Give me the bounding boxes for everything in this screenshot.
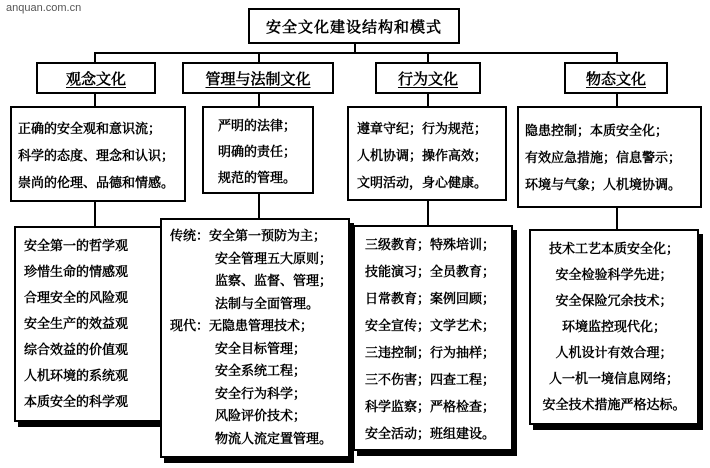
principle-box-4 (517, 106, 702, 208)
connector (258, 194, 260, 218)
detail-line: 三级教育；特殊培训； (365, 238, 496, 253)
principle-line: 科学的态度、理念和认识； (18, 149, 175, 164)
detail-line: 人一机一境信息网络； (548, 372, 679, 387)
detail-line: 传统：安全第一预防为主； (170, 229, 327, 244)
detail-line: 珍惜生命的情感观 (24, 265, 129, 280)
principle-line: 环境与气象；人机境协调。 (525, 178, 682, 193)
detail-line: 物流人流定置管理。 (215, 431, 333, 447)
detail-line: 安全技术措施严格达标。 (542, 398, 686, 413)
detail-line: 人机设计有效合理； (555, 346, 673, 361)
detail-line: 技术工艺本质安全化； (548, 242, 679, 257)
detail-line: 合理安全的风险观 (24, 291, 129, 306)
connector (427, 52, 429, 62)
detail-box-4 (529, 229, 699, 425)
detail-box-1 (14, 226, 164, 422)
connector (616, 52, 618, 62)
principle-line: 正确的安全观和意识流； (18, 122, 162, 137)
category-box-4 (564, 62, 668, 94)
principle-line: 人机协调；操作高效； (357, 149, 488, 164)
category-label: 物态文化 (585, 69, 646, 88)
principle-box-3 (347, 106, 507, 201)
connector (94, 52, 96, 62)
detail-line: 安全保险冗余技术； (555, 294, 673, 309)
detail-line: 本质安全的科学观 (24, 395, 129, 410)
connector (616, 94, 618, 106)
detail-line: 安全生产的效益观 (24, 317, 129, 332)
connector (427, 94, 429, 106)
detail-line: 安全活动；班组建设。 (365, 427, 496, 442)
principle-box-1 (10, 106, 186, 202)
connector (258, 94, 260, 106)
principle-line: 明确的责任； (218, 145, 297, 160)
detail-line: 法制与全面管理。 (215, 296, 320, 312)
detail-line: 风险评价技术； (215, 409, 307, 424)
detail-line: 三不伤害；四查工程； (365, 373, 496, 388)
detail-line: 三违控制；行为抽样； (365, 346, 496, 361)
detail-line: 环境监控现代化； (561, 320, 666, 335)
category-box-3 (375, 62, 481, 94)
detail-line: 科学监察；严格检查； (365, 400, 496, 415)
detail-line: 技能演习；全员教育； (365, 265, 496, 280)
connector (94, 94, 96, 106)
category-label: 行为文化 (397, 69, 458, 88)
detail-line: 现代：无隐患管理技术； (170, 319, 314, 334)
connector (94, 52, 616, 54)
principle-line: 严明的法律； (218, 119, 297, 134)
detail-line: 安全检验科学先进； (555, 268, 673, 283)
watermark: anquan.com.cn (6, 2, 82, 14)
detail-line: 综合效益的价值观 (24, 343, 129, 358)
connector (258, 52, 260, 62)
principle-line: 遵章守纪；行为规范； (357, 122, 488, 137)
detail-line: 人机环境的系统观 (24, 369, 129, 384)
connector (427, 201, 429, 225)
principle-box-2 (202, 106, 314, 194)
detail-line: 日常教育；案例回顾； (365, 292, 496, 307)
detail-line: 监察、监督、管理； (215, 274, 333, 289)
category-label: 管理与法制文化 (205, 69, 311, 88)
detail-box-3 (353, 225, 513, 451)
detail-line: 安全目标管理； (215, 341, 307, 357)
detail-box-2 (160, 218, 350, 458)
connector (94, 202, 96, 226)
category-label: 观念文化 (65, 69, 126, 88)
principle-line: 有效应急措施；信息警示； (525, 151, 682, 166)
category-box-2 (182, 62, 334, 94)
detail-line: 安全管理五大原则； (215, 251, 333, 267)
diagram-title: 安全文化建设结构和模式 (248, 8, 460, 44)
detail-line: 安全行为科学； (215, 386, 307, 402)
principle-line: 文明活动，身心健康。 (357, 176, 488, 191)
detail-line: 安全宣传；文学艺术； (365, 319, 496, 334)
principle-line: 隐患控制；本质安全化； (525, 124, 669, 139)
detail-line: 安全第一的哲学观 (24, 239, 129, 254)
principle-line: 崇尚的伦理、品德和情感。 (18, 176, 175, 191)
connector (616, 208, 618, 229)
detail-line: 安全系统工程； (215, 364, 307, 379)
category-box-1 (36, 62, 156, 94)
principle-line: 规范的管理。 (218, 171, 297, 186)
